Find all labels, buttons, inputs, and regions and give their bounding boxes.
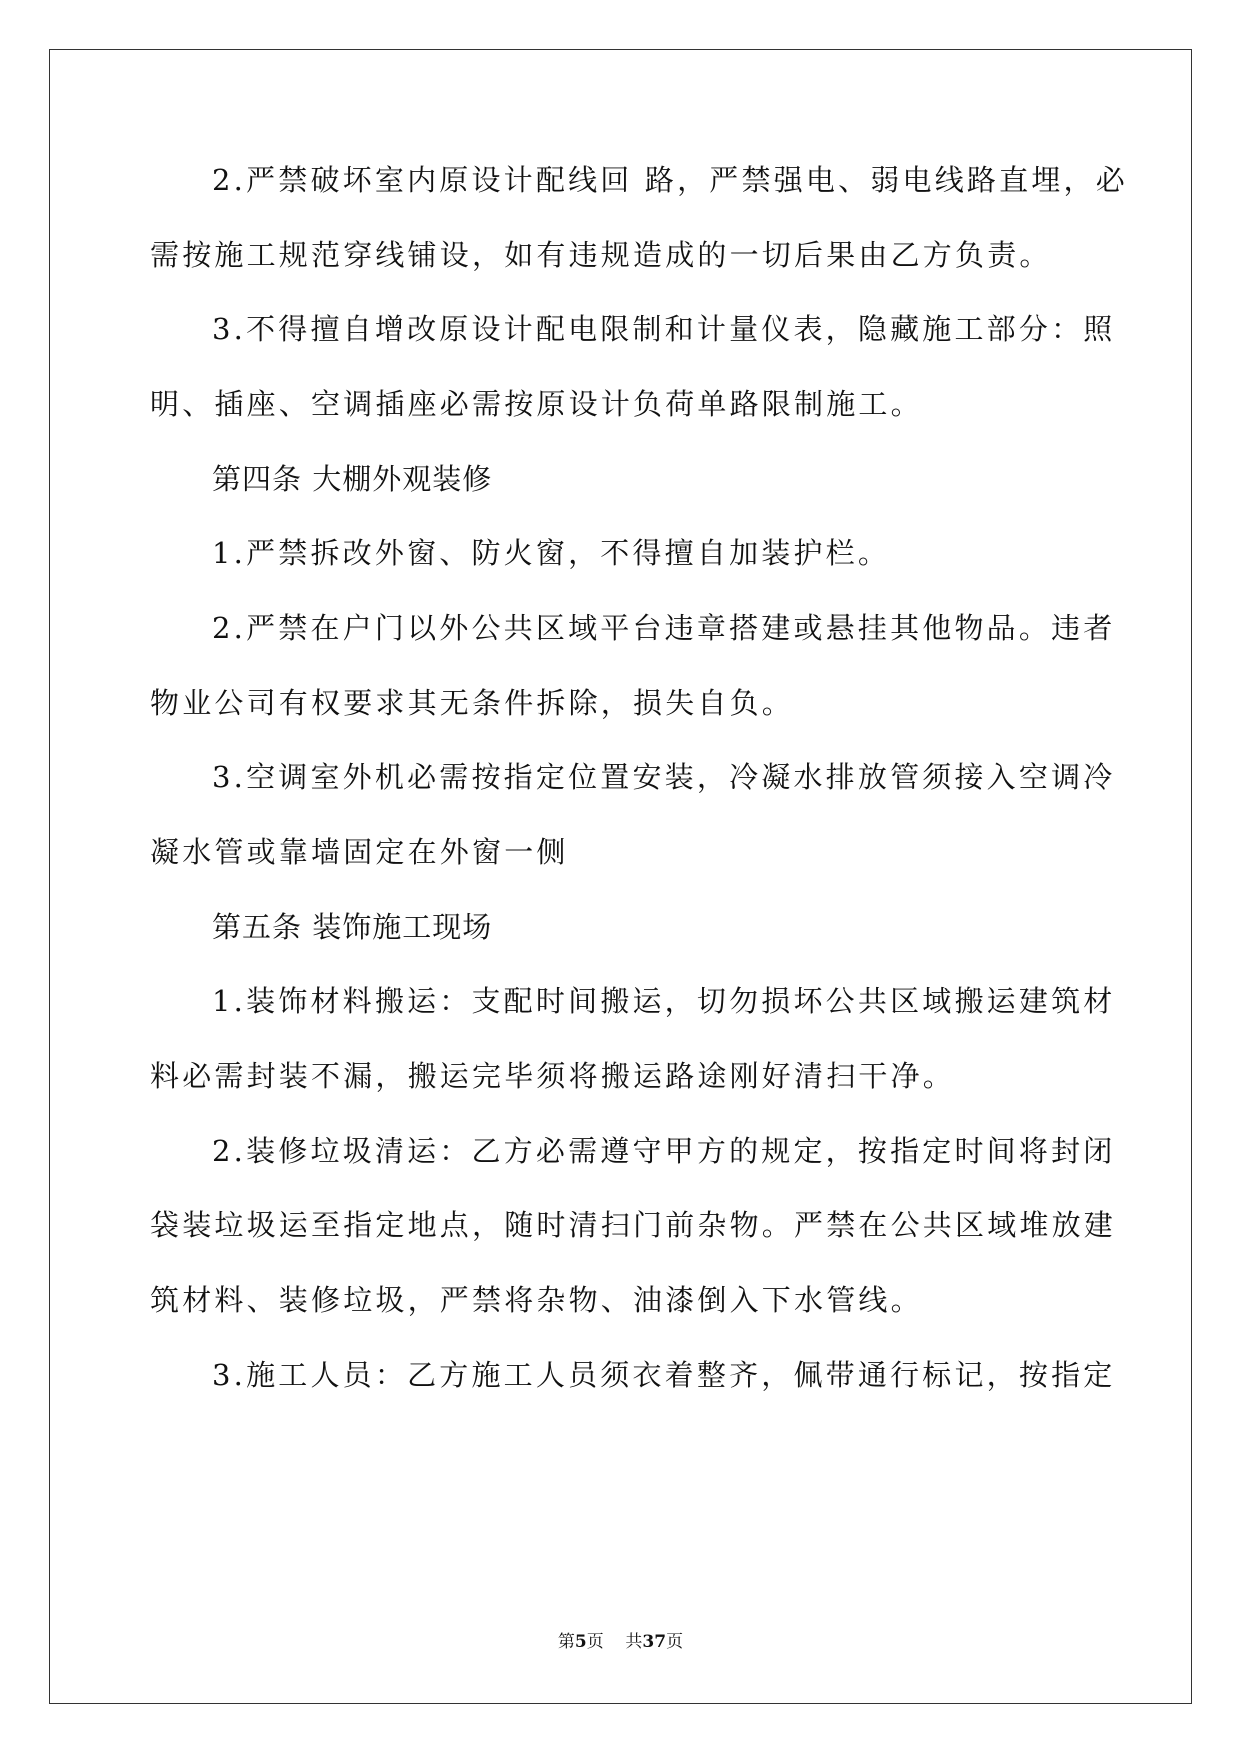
- current-page-number: 5: [574, 1632, 587, 1652]
- footer-middle: 页 共: [586, 1632, 643, 1652]
- text-line-2: 需按施工规范穿线铺设，如有违规造成的一切后果由乙方负责。: [150, 238, 1052, 272]
- page-footer: [0, 1627, 1241, 1652]
- section-heading-5: 第五条 装饰施工现场: [212, 910, 493, 944]
- text-line-16: 筑材料、装修垃圾，严禁将杂物、油漆倒入下水管线。: [150, 1283, 923, 1317]
- page-border: [49, 49, 1192, 1704]
- text-line-1: 2.严禁破坏室内原设计配线回 路，严禁强电、弱电线路直埋，必: [212, 163, 1128, 197]
- text-line-12: 1.装饰材料搬运：支配时间搬运，切勿损坏公共区域搬运建筑材: [212, 984, 1116, 1018]
- footer-suffix: 页: [666, 1632, 684, 1652]
- text-line-14: 2.装修垃圾清运：乙方必需遵守甲方的规定，按指定时间将封闭: [212, 1134, 1116, 1168]
- section-heading-4: 第四条 大棚外观装修: [212, 462, 493, 496]
- text-line-6: 1.严禁拆改外窗、防火窗，不得擅自加装护栏。: [212, 536, 891, 570]
- text-line-9: 3.空调室外机必需按指定位置安装，冷凝水排放管须接入空调冷: [212, 760, 1116, 794]
- text-line-13: 料必需封装不漏，搬运完毕须将搬运路途刚好清扫干净。: [150, 1059, 956, 1093]
- text-line-15: 袋装垃圾运至指定地点，随时清扫门前杂物。严禁在公共区域堆放建: [150, 1208, 1117, 1242]
- text-line-10: 凝水管或靠墙固定在外窗一侧: [150, 835, 569, 869]
- total-page-number: 37: [642, 1632, 667, 1652]
- text-line-7: 2.严禁在户门以外公共区域平台违章搭建或悬挂其他物品。违者: [212, 611, 1116, 645]
- text-line-3: 3.不得擅自增改原设计配电限制和计量仪表，隐藏施工部分：照: [212, 312, 1116, 346]
- text-line-8: 物业公司有权要求其无条件拆除，损失自负。: [150, 686, 795, 720]
- text-line-17: 3.施工人员：乙方施工人员须衣着整齐，佩带通行标记，按指定: [212, 1358, 1116, 1392]
- footer-prefix: 第: [557, 1632, 575, 1652]
- text-line-4: 明、插座、空调插座必需按原设计负荷单路限制施工。: [150, 387, 923, 421]
